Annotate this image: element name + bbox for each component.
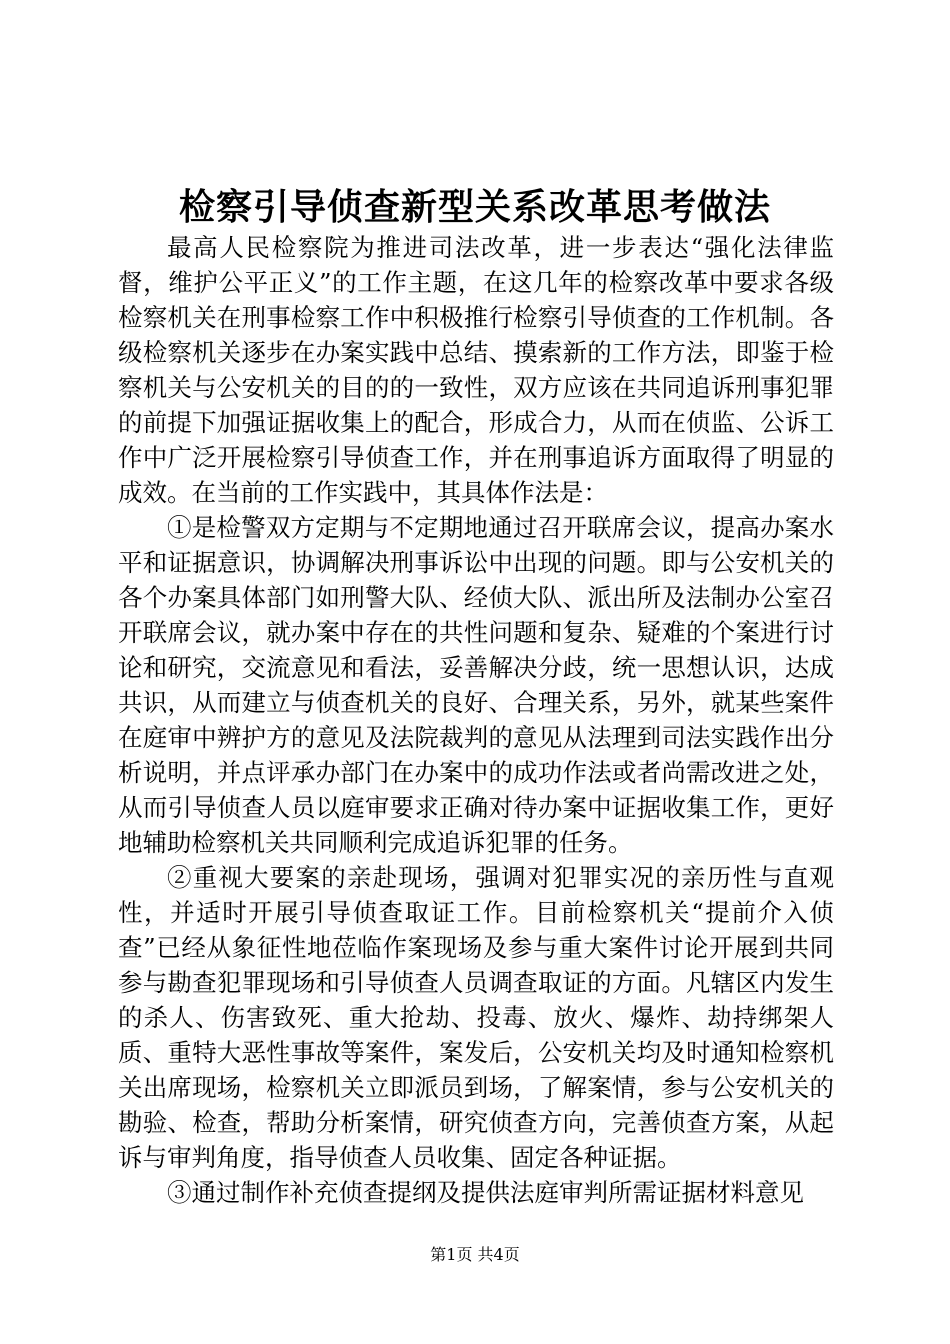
document-body: [118, 230, 834, 1210]
paragraph-intro: 最高人民检察院为推进司法改革，进一步表达“强化法律监督，维护公平正义”的工作主题，在这几年的检察改革中要求各级检察机关在刑事检察工作中积极推行检察引导侦查的工作机制。各级检察机关逐步在办案实践中总结、摸索新的工作方法，即鉴于检察机关与公安机关的目的的一致性，双方应该在共同追诉刑事犯罪的前提下加强证据收集上的配合，形成合力，从而在侦监、公诉工作中广泛开展检察引导侦查工作，并在刑事追诉方面取得了明显的成效。在当前的工作实践中，其具体作法是：: [118, 233, 834, 507]
page-number-footer: 第1页 共4页: [430, 1245, 520, 1264]
paragraph-point-2: ②重视大要案的亲赴现场，强调对犯罪实况的亲历性与直观性，并适时开展引导侦查取证工作。目前检察机关“提前介入侦查”已经从象征性地莅临作案现场及参与重大案件讨论开展到共同参与勘查犯罪现场和引导侦查人员调查取证的方面。凡辖区内发生的杀人、伤害致死、重大抢劫、投毒、放火、爆炸、劫持绑架人质、重特大恶性事故等案件，案发后，公安机关均及时通知检察机关出席现场，检察机关立即派员到场，了解案情，参与公安机关的勘验、检查，帮助分析案情，研究侦查方向，完善侦查方案，从起诉与审判角度，指导侦查人员收集、固定各种证据。: [118, 863, 834, 1172]
document-title: 检察引导侦查新型关系改革思考做法: [178, 186, 771, 228]
paragraph-point-1: ①是检警双方定期与不定期地通过召开联席会议，提高办案水平和证据意识，协调解决刑事诉讼中出现的问题。即与公安机关的各个办案具体部门如刑警大队、经侦大队、派出所及法制办公室召开联席会议，就办案中存在的共性问题和复杂、疑难的个案进行讨论和研究，交流意见和看法，妥善解决分歧，统一思想认识，达成共识，从而建立与侦查机关的良好、合理关系，另外，就某些案件在庭审中辨护方的意见及法院裁判的意见从法理到司法实践作出分析说明，并点评承办部门在办案中的成功作法或者尚需改进之处，从而引导侦查人员以庭审要求正确对待办案中证据收集工作，更好地辅助检察机关共同顺利完成追诉犯罪的任务。: [118, 513, 834, 857]
paragraph-point-3: ③通过制作补充侦查提纲及提供法庭审判所需证据材料意见: [167, 1178, 804, 1207]
